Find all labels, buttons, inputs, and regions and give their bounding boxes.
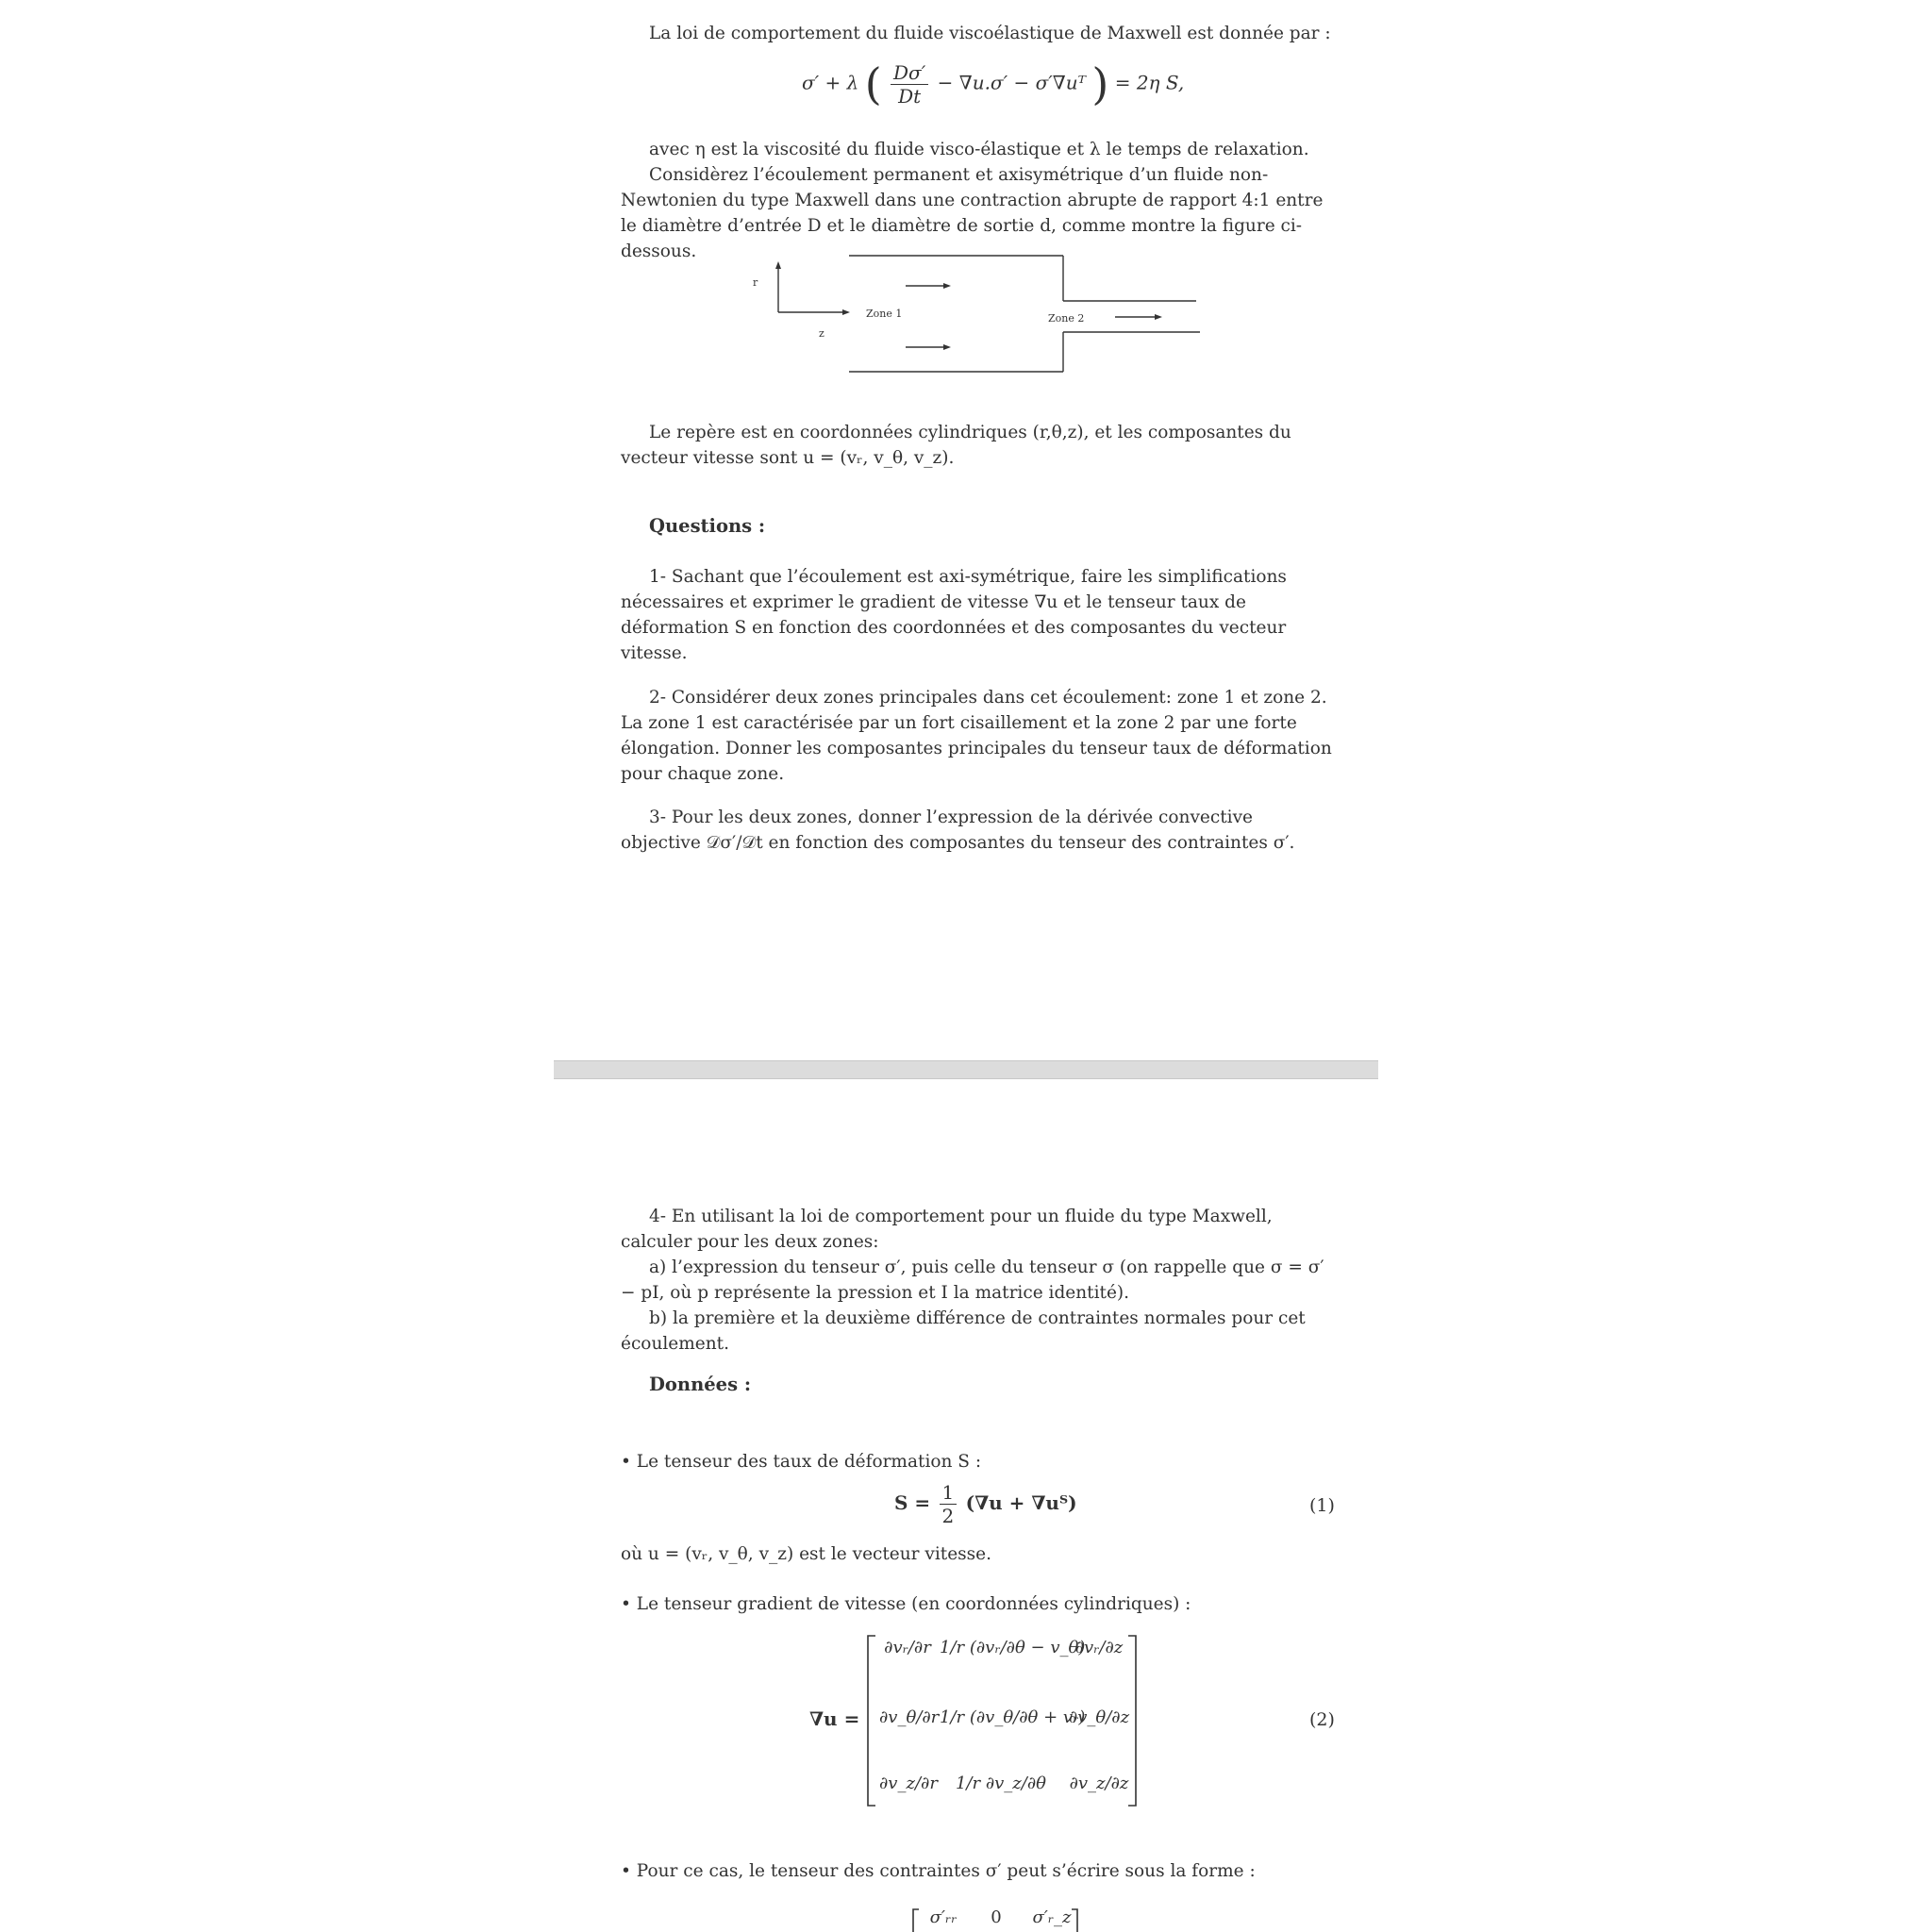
question-1 — [621, 564, 1336, 666]
bullet-2 — [621, 1591, 1336, 1617]
eq3-cell-r1c3: σ′ᵣ_z — [1032, 1907, 1072, 1927]
eq2-number: (2) — [1309, 1709, 1335, 1730]
intro-text: La loi de comportement du fluide viscoélastique de Maxwell est donnée par : — [649, 24, 1331, 43]
matrix-cell-r1c3: ∂vᵣ/∂z — [1074, 1638, 1124, 1657]
consider-text: Considèrez l’écoulement permanent et axisymétrique d’un fluide non-Newtonien du type Maxwell dans une contraction abrupte de rapport 4:1 entre le diamètre d’entrée D et le diamètre de sortie d, comme montre la figure ci-dessous. — [621, 165, 1324, 261]
matrix-cell-r1c1: ∂vᵣ/∂r — [884, 1638, 931, 1657]
eq2-lhs-text: ∇u = — [809, 1707, 860, 1730]
axis-z-label: z — [819, 327, 824, 340]
q4-intro-text: 4- En utilisant la loi de comportement pour un fluide du type Maxwell, calculer pour les deux zones: — [621, 1207, 1273, 1252]
q2-text: 2- Considérer deux zones principales dans cet écoulement: zone 1 et zone 2. La zone 1 est caractérisée par un fort cisaillement et la zone 2 par une forte élongation. Donner les composantes principales du tenseur taux de déformation pour chaque zone. — [621, 688, 1332, 784]
flow-arrowhead-exit — [1155, 314, 1162, 320]
bullet1-text: • Le tenseur des taux de déformation S : — [621, 1452, 982, 1472]
intro-paragraph — [621, 21, 1336, 46]
matrix-left-bracket — [868, 1636, 875, 1806]
flow-arrowhead-bottom — [943, 344, 951, 350]
matrix-cell-r3c1: ∂v_z/∂r — [879, 1774, 938, 1793]
question-4 — [621, 1204, 1336, 1357]
eq3-cell-r1c1: σ′ᵣᵣ — [929, 1907, 958, 1927]
donnees-heading: Données : — [649, 1374, 752, 1395]
eq-maxwell-lhs: σ′ + λ — [802, 71, 859, 94]
bullet-1 — [621, 1449, 1336, 1474]
eq3-left-bracket — [913, 1909, 919, 1932]
q4b-text: b) la première et la deuxième différence de contraintes normales pour cet écoulement. — [621, 1308, 1306, 1354]
q1-text: 1- Sachant que l’écoulement est axi-symétrique, faire les simplifications nécessaires et exprimer le gradient de vitesse ∇u et le tenseur taux de déformation S en fonction des coordonnées et des composantes du vecteur vitesse. — [621, 567, 1287, 663]
eq2-lhs — [809, 1707, 859, 1730]
avec-text: avec η est la viscosité du fluide visco-élastique et λ le temps de relaxation. — [649, 140, 1309, 159]
eq-maxwell-rhs: = 2η S, — [1114, 71, 1185, 94]
matrix-cell-r2c2: 1/r (∂v_θ/∂θ + vᵣ) — [940, 1707, 1086, 1727]
bullet2-text: • Le tenseur gradient de vitesse (en coordonnées cylindriques) : — [621, 1594, 1191, 1614]
eq1-number: (1) — [1309, 1495, 1335, 1516]
matrix-cell-r2c3: ∂v_θ/∂z — [1068, 1707, 1130, 1727]
eq1-rhs: (∇u + ∇uᵀ) — [965, 1491, 1077, 1514]
page-separator — [554, 1060, 1378, 1079]
repere-paragraph — [621, 420, 1336, 471]
bullet3-text: • Pour ce cas, le tenseur des contraintes σ′ peut s’écrire sous la forme : — [621, 1861, 1256, 1881]
zone2-label: Zone 2 — [1048, 312, 1085, 325]
ou-u-text: où u = (vᵣ, v_θ, v_z) est le vecteur vitesse. — [621, 1544, 991, 1564]
eq-maxwell-frac — [891, 61, 928, 108]
question-2 — [621, 685, 1336, 787]
zone1-label: Zone 1 — [866, 308, 903, 320]
matrix-cell-r3c2: 1/r ∂v_z/∂θ — [955, 1774, 1046, 1793]
maxwell-equation: σ′ + λ ( $\frac{D\sigma'}{Dt}$ − ∇u.σ′ − σ′∇uᵀ ) = 2η S, — [802, 58, 1185, 109]
axis-r-label: r — [753, 276, 758, 289]
eq-maxwell-mid: − ∇u.σ′ − σ′∇uᵀ — [937, 71, 1087, 94]
matrix-cell-r2c1: ∂v_θ/∂r — [879, 1707, 940, 1727]
flow-arrowhead-top — [943, 283, 951, 289]
matrix-cell-r3c3: ∂v_z/∂z — [1069, 1774, 1129, 1793]
q4a-text: a) l’expression du tenseur σ′, puis celle du tenseur σ (on rappelle que σ = σ′ − pI, où p représente la pression et I la matrice identité). — [621, 1257, 1324, 1303]
q3-text: 3- Pour les deux zones, donner l’expression de la dérivée convective objective 𝒟σ′/𝒟t en fonction des composantes du tenseur des contraintes σ′. — [621, 808, 1295, 853]
matrix-cell-r1c2: 1/r (∂vᵣ/∂θ − v_θ) — [940, 1638, 1086, 1657]
eq-maxwell-den: Dt — [898, 84, 922, 108]
eq-maxwell-num: Dσ′ — [891, 61, 928, 85]
equation-1 — [894, 1481, 1077, 1527]
axis-z-arrowhead — [842, 309, 850, 315]
eq1-den: 2 — [941, 1505, 955, 1527]
eq1-frac — [940, 1481, 958, 1527]
eq3-cell-r1c2: 0 — [991, 1907, 1002, 1927]
questions-heading: Questions : — [649, 515, 766, 537]
axis-r-arrowhead — [775, 261, 781, 269]
ou-u-paragraph — [621, 1541, 1336, 1567]
eq1-num: 1 — [940, 1481, 958, 1505]
avec-consider-block — [621, 137, 1336, 264]
repere-text: Le repère est en coordonnées cylindriques (r,θ,z), et les composantes du vecteur vitesse sont u = (vᵣ, v_θ, v_z). — [621, 423, 1291, 468]
eq1-lhs: S = — [894, 1491, 931, 1514]
bullet-3 — [621, 1858, 1336, 1884]
contraction-figure — [745, 250, 1208, 382]
question-3 — [621, 805, 1336, 856]
